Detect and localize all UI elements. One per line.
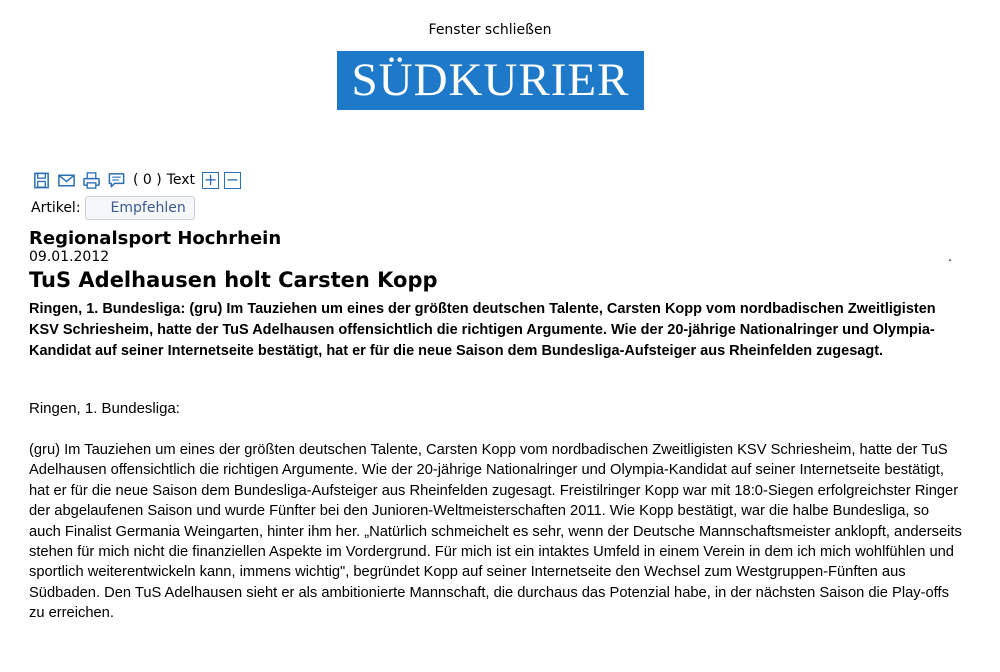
close-window-link[interactable]: Fenster schließen	[428, 22, 552, 38]
suedkurier-logo: SÜDKURIER	[337, 51, 644, 110]
article-headline: TuS Adelhausen holt Carsten Kopp	[29, 268, 438, 292]
article-teaser: Ringen, 1. Bundesliga: (gru) Im Tauziehen um eines der größten deutschen Talente, Carsten Kopp vom nordbadischen Zweitligisten KSV Schriesheim, hatte der TuS Adelhausen offensichtlich die richtigen Argumente. Wie der 20-jährige Nationalringer und Olympia-Kandidat auf seiner Internetseite bestätigt, hat er für die neue Saison dem Bundesliga-Aufsteiger aus Rheinfelden zugesagt.	[29, 301, 936, 359]
text-size-label: Text	[166, 172, 196, 188]
comment-count: ( 0 )	[133, 172, 162, 188]
comment-icon[interactable]	[106, 170, 126, 190]
increase-text-button[interactable]: +	[203, 170, 218, 189]
trailing-dot: .	[948, 248, 952, 264]
save-icon[interactable]	[31, 170, 51, 190]
article-toolbar	[31, 169, 241, 191]
recommend-row	[31, 196, 195, 220]
recommend-button[interactable]: Empfehlen	[85, 196, 195, 220]
print-icon[interactable]	[81, 170, 101, 190]
article-date: 09.01.2012	[29, 249, 110, 265]
decrease-text-button[interactable]: −	[225, 170, 240, 189]
article-subhead: Ringen, 1. Bundesliga:	[29, 400, 180, 417]
email-icon[interactable]	[56, 170, 76, 190]
article-label: Artikel:	[31, 200, 81, 216]
section-title: Regionalsport Hochrhein	[29, 228, 282, 249]
article-body: (gru) Im Tauziehen um eines der größten deutschen Talente, Carsten Kopp vom nordbadischen Zweitligisten KSV Schriesheim, hatte der TuS Adelhausen offensichtlich die richtigen Argumente. Wie der 20-jährige Nationalringer und Olympia-Kandidat auf seiner Internetseite bestätigt, hat er für die neue Saison dem Bundesliga-Aufsteiger aus Rheinfelden zugesagt. Freistilringer Kopp war mit 18:0-Siegen erfolgreichster Ringer der abgelaufenen Saison und wurde Fünfter bei den Junioren-Weltmeisterschaften 2011. Wie Kopp bestätigt, war die halbe Bundesliga, so auch Finalist Germania Weingarten, hinter ihm her. „Natürlich schmeichelt es sehr, wenn der Deutsche Mannschaftsmeister anklopft, anderseits stehen für mich nicht die finanziellen Aspekte im Vordergrund. Für mich ist ein intaktes Umfeld in einem Verein in dem ich mich wohlfühlen und sportlich weiterentwickeln kann, immens wichtig", begründet Kopp auf seiner Internetseite den Wechsel zum Westgruppen-Fünften aus Südbaden. Den TuS Adelhausen sieht er als ambitionierte Mannschaft, die durchaus das Potenzial habe, in der nächsten Saison die Play-offs zu erreichen.	[29, 442, 962, 622]
